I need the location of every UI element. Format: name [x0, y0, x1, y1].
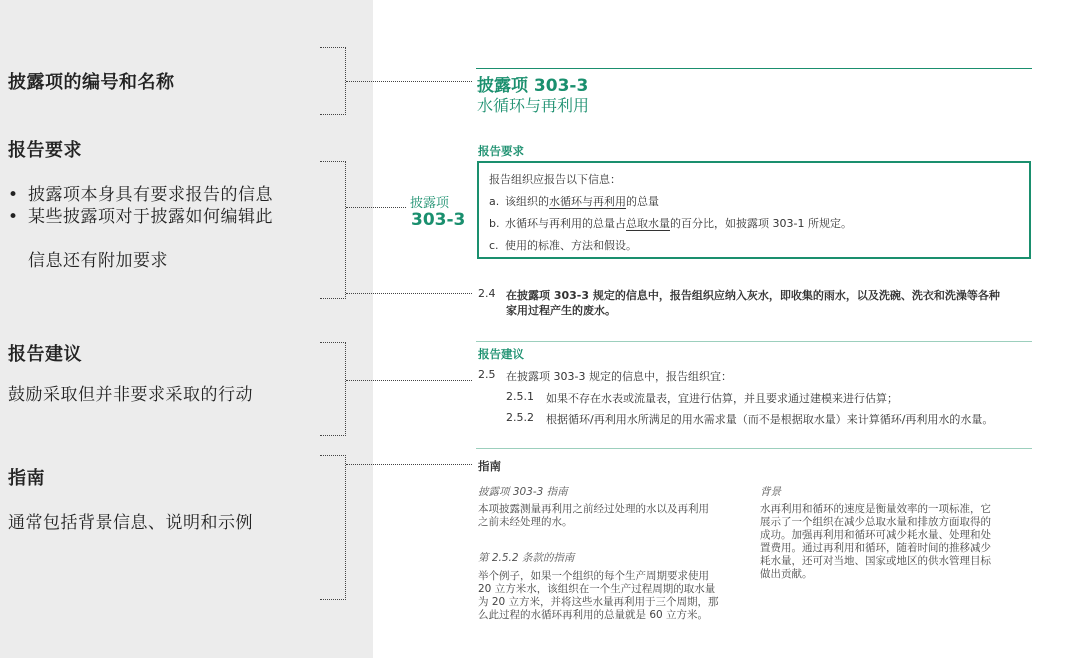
legend-heading-number-name: 披露项的编号和名称: [8, 72, 175, 93]
connector-line-recommendations: [346, 380, 472, 381]
connector-bracket-requirements: [320, 161, 346, 299]
recommendation-item-num-1: 2.5.1: [506, 390, 534, 403]
connector-line-guidance: [346, 464, 472, 465]
connector-bracket-guidance: [320, 455, 346, 600]
connector-line-requirements-note: [346, 293, 472, 294]
guidance-label: 指南: [478, 459, 501, 473]
guidance-right-line-1: 水再利用和循环的速度是衡量效率的一项标准，它: [760, 503, 991, 515]
recommendation-intro: 在披露项 303-3 规定的信息中，报告组织宜：: [506, 370, 732, 383]
guidance-right-line-5: 耗水量，还可对当地、国家或地区的供水管理目标: [760, 555, 991, 567]
guidance-right-line-6: 做出贡献。: [760, 568, 813, 580]
requirement-item-a: a. 该组织的水循环与再利用的总量: [489, 195, 659, 208]
guidance-right-line-2: 展示了一个组织在减少总取水量和排放方面取得的: [760, 516, 991, 528]
note-line-2: 家用过程产生的废水。: [506, 304, 616, 317]
legend-bullet-2: • 某些披露项对于披露如何编辑此: [8, 207, 273, 227]
connector-bracket-title: [320, 47, 346, 115]
requirements-intro: 报告组织应报告以下信息：: [489, 173, 621, 186]
guidance-left-2-line-1: 举个例子，如果一个组织的每个生产周期要求使用: [478, 570, 709, 582]
connector-line-title: [346, 81, 472, 82]
guidance-right-line-3: 成功。加强再利用和循环可减少耗水量、处理和处: [760, 529, 991, 541]
note-line-1: 在披露项 303-3 规定的信息中，报告组织应纳入灰水，即收集的雨水，以及洗碗、洗衣和洗澡等各种: [506, 289, 1000, 302]
guidance-rule: [476, 448, 1032, 449]
guidance-right-line-4: 置费用。通过再利用和循环，随着时间的推移减少: [760, 542, 991, 554]
guidance-left-2-line-3: 为 20 立方米，并将这些水量再利用于三个周期，那: [478, 596, 719, 608]
side-label-number: 303-3: [411, 210, 466, 230]
legend-text-recommendations: 鼓励采取但并非要求采取的行动: [8, 385, 253, 405]
guidance-left-2-line-2: 20 立方米水，该组织在一个生产过程周期的取水量: [478, 583, 716, 595]
requirements-label: 报告要求: [478, 144, 524, 158]
legend-heading-guidance: 指南: [8, 468, 45, 489]
legend-bullet-2-continued: 信息还有附加要求: [28, 251, 168, 271]
connector-bracket-recommendations: [320, 342, 346, 436]
title-rule: [476, 68, 1032, 69]
legend-bullet-1: • 披露项本身具有要求报告的信息: [8, 185, 273, 205]
legend-heading-recommendations: 报告建议: [8, 344, 82, 365]
side-label-disclosure: 披露项: [410, 196, 450, 211]
requirements-box: [477, 161, 1031, 259]
guidance-left-line-1: 本项披露测量再利用之前经过处理的水以及再利用: [478, 503, 709, 515]
legend-text-guidance: 通常包括背景信息、说明和示例: [8, 513, 253, 533]
guidance-left-2-line-4: 么此过程的水循环再利用的总量就是 60 立方米。: [478, 609, 709, 621]
connector-line-requirements: [346, 207, 406, 208]
guidance-left-line-2: 之前未经处理的水。: [478, 516, 573, 528]
guidance-left-title-2: 第 2.5.2 条款的指南: [478, 552, 575, 564]
recommendations-label: 报告建议: [478, 347, 524, 361]
disclosure-title: 披露项 303-3: [477, 76, 589, 96]
recommendation-item-num-2: 2.5.2: [506, 411, 534, 424]
requirement-item-b: b. 水循环与再利用的总量占总取水量的百分比，如披露项 303-1 所规定。: [489, 217, 852, 230]
recommendations-rule: [476, 341, 1032, 342]
recommendation-item-2: 根据循环/再利用水所满足的用水需求量（而不是根据取水量）来计算循环/再利用水的水量。: [546, 413, 994, 426]
guidance-right-title: 背景: [760, 486, 781, 498]
recommendation-number: 2.5: [478, 368, 496, 381]
legend-heading-requirements: 报告要求: [8, 140, 82, 161]
guidance-left-title: 披露项 303-3 指南: [478, 486, 568, 498]
note-number: 2.4: [478, 287, 496, 300]
requirement-item-c: c. 使用的标准、方法和假设。: [489, 239, 637, 252]
disclosure-subtitle: 水循环与再利用: [477, 96, 590, 115]
left-legend-panel: [0, 0, 373, 658]
recommendation-item-1: 如果不存在水表或流量表，宜进行估算，并且要求通过建模来进行估算；: [546, 392, 898, 405]
